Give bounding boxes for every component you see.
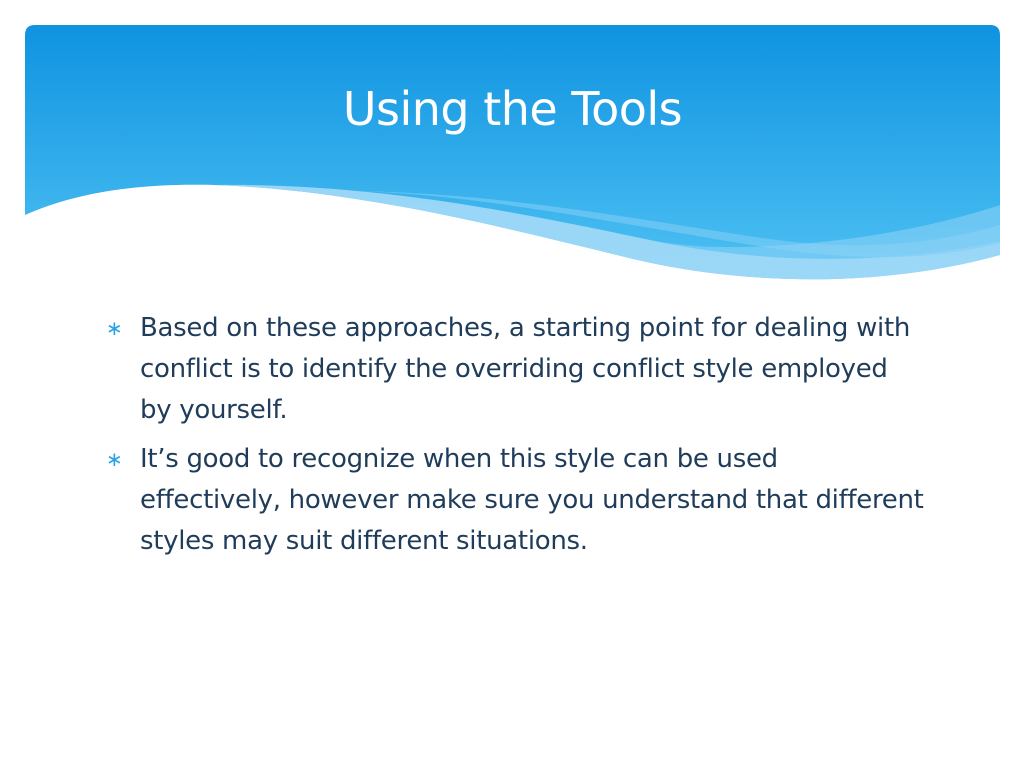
bullet-item [106,308,926,431]
bullet-text: It’s good to recognize when this style can be used effectively, however make sure you understand that different styles may suit different situations. [140,444,924,556]
asterisk-bullet-icon: ∗ [106,316,123,340]
header-banner [25,25,1000,290]
asterisk-bullet-icon: ∗ [106,447,123,471]
header-wave-graphic [25,25,1000,290]
bullet-text: Based on these approaches, a starting point for dealing with conflict is to identify the overriding conflict style employed by yourself. [140,313,911,425]
bullet-list [106,308,926,570]
slide-title: Using the Tools [342,82,683,136]
bullet-item [106,439,926,562]
